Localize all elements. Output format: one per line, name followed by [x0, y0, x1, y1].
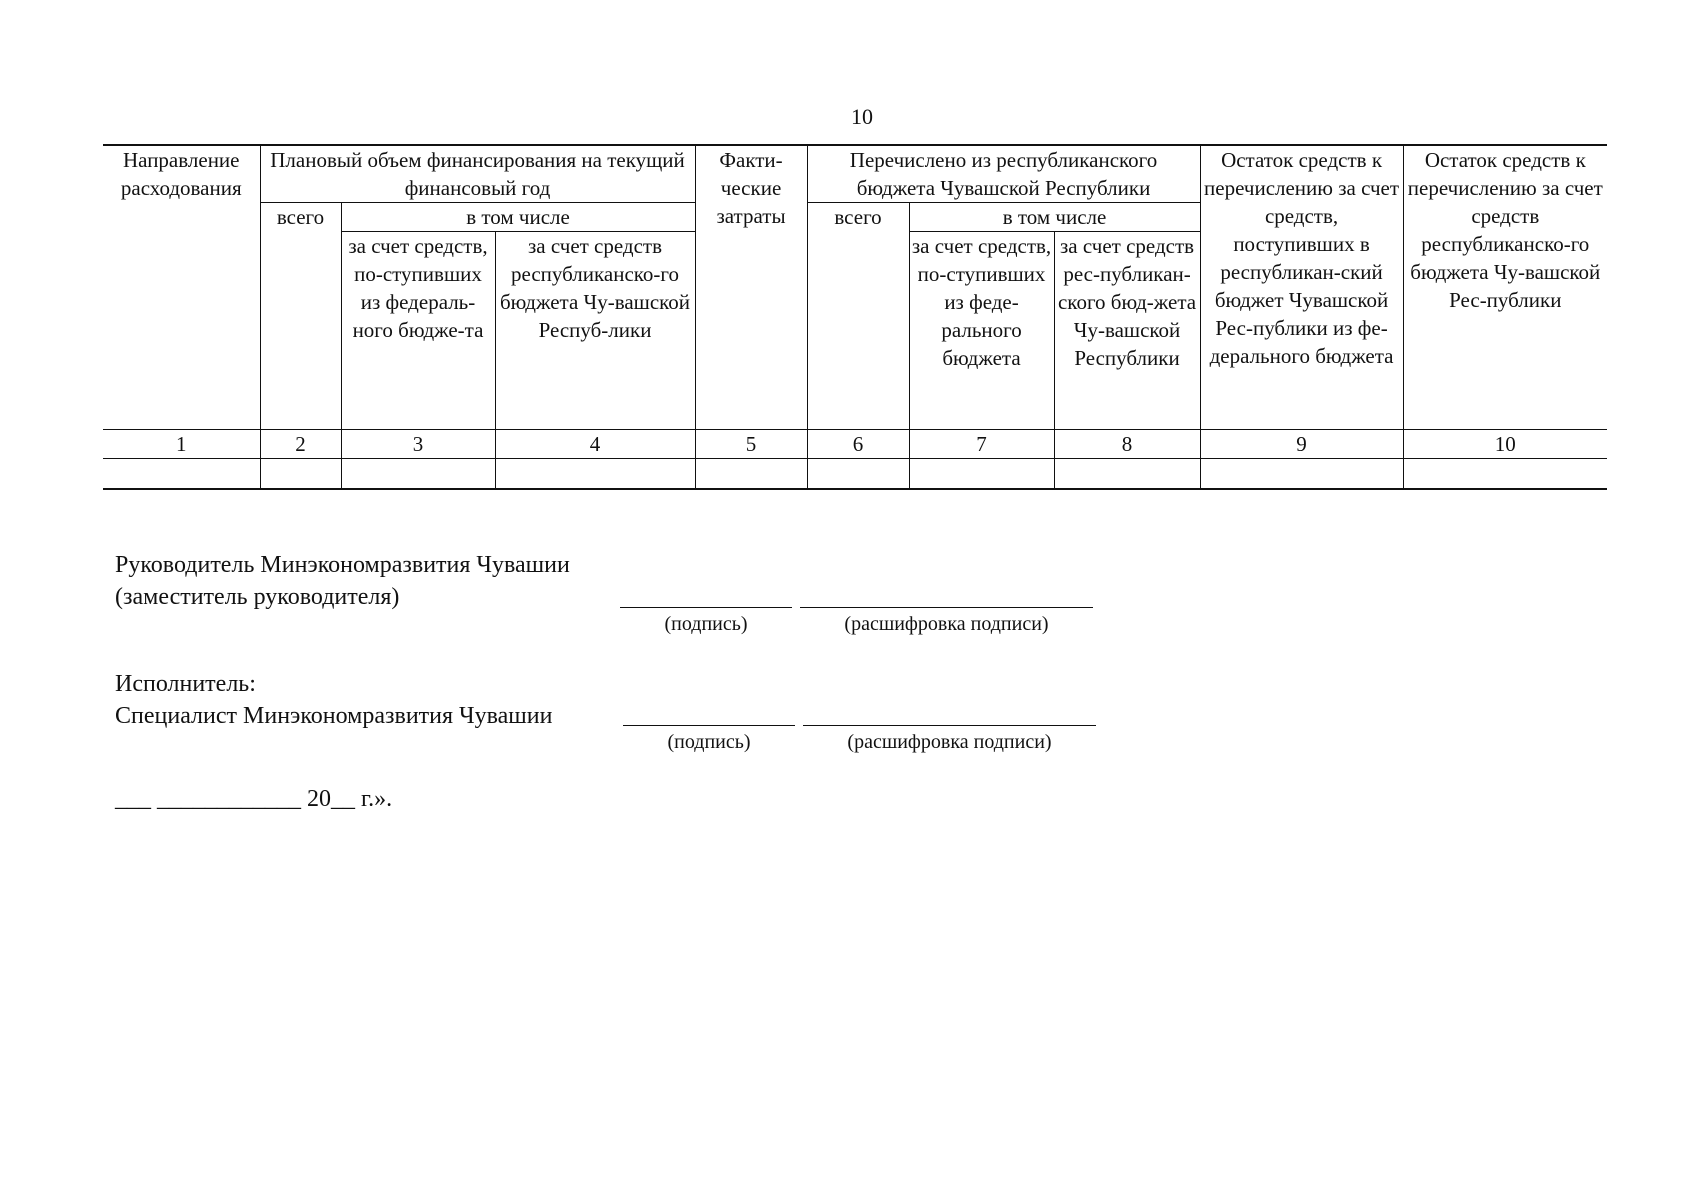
header-transferred-including: в том числе — [909, 203, 1200, 232]
executor-signature-block — [115, 668, 552, 732]
column-number: 8 — [1054, 430, 1200, 459]
head-position-title: Руководитель Минэкономразвития Чувашии — [115, 552, 570, 578]
executor-decoding-caption: (расшифровка подписи) — [847, 731, 1052, 753]
header-planned-federal: за счет средств, по-ступивших из федераль-ного бюдже-та — [341, 232, 495, 430]
header-transferred-federal: за счет средств, по-ступивших из феде-рального бюджета — [909, 232, 1054, 430]
table-cell — [695, 459, 807, 490]
column-number-row — [103, 430, 1607, 459]
executor-decoding-line[interactable] — [803, 725, 1096, 726]
executor-signature-line[interactable] — [623, 725, 795, 726]
column-number: 1 — [103, 430, 260, 459]
header-planned: Плановый объем финансирования на текущий финансовый год — [260, 145, 695, 203]
head-decoding-caption: (расшифровка подписи) — [844, 613, 1049, 635]
head-signature-block — [115, 549, 570, 613]
date-line: ___ ____________ 20__ г.». — [115, 786, 393, 812]
table-cell — [260, 459, 341, 490]
header-transferred-total: всего — [807, 203, 909, 430]
column-number: 2 — [260, 430, 341, 459]
header-planned-republican: за счет средств республиканско-го бюджета Чу-вашской Респуб-лики — [495, 232, 695, 430]
table-cell — [103, 459, 260, 490]
header-planned-including: в том числе — [341, 203, 695, 232]
table-cell — [1054, 459, 1200, 490]
executor-signature-caption: (подпись) — [667, 731, 751, 753]
head-signature-caption: (подпись) — [664, 613, 748, 635]
executor-label: Исполнитель: — [115, 671, 256, 697]
column-number: 4 — [495, 430, 695, 459]
header-actual: Факти-ческие затраты — [695, 145, 807, 430]
table-header-row — [103, 145, 1607, 203]
column-number: 6 — [807, 430, 909, 459]
table-cell — [341, 459, 495, 490]
header-remainder-republican: Остаток средств к перечислению за счет средств республиканско-го бюджета Чу-вашской Рес-публики — [1403, 145, 1607, 430]
column-number: 10 — [1403, 430, 1607, 459]
header-direction: Направление расходования — [103, 145, 260, 430]
financing-table — [103, 144, 1607, 490]
header-transferred-republican: за счет средств рес-публикан-ского бюд-жета Чу-вашской Республики — [1054, 232, 1200, 430]
column-number: 3 — [341, 430, 495, 459]
column-number: 5 — [695, 430, 807, 459]
header-remainder-federal: Остаток средств к перечислению за счет средств, поступивших в республикан-ский бюджет Чувашской Рес-публики из фе-дерального бюджета — [1200, 145, 1403, 430]
head-decoding-line[interactable] — [800, 607, 1093, 608]
head-signature-line[interactable] — [620, 607, 792, 608]
table-cell — [807, 459, 909, 490]
column-number: 9 — [1200, 430, 1403, 459]
header-planned-total: всего — [260, 203, 341, 430]
page-number: 10 — [851, 104, 873, 129]
executor-position-title: Специалист Минэкономразвития Чувашии — [115, 703, 553, 729]
header-transferred: Перечислено из республиканского бюджета Чувашской Республики — [807, 145, 1200, 203]
column-number: 7 — [909, 430, 1054, 459]
table-cell — [495, 459, 695, 490]
table-cell — [1403, 459, 1607, 490]
table-cell — [1200, 459, 1403, 490]
table-row — [103, 459, 1607, 490]
table-cell — [909, 459, 1054, 490]
head-position-subtitle: (заместитель руководителя) — [115, 584, 400, 610]
